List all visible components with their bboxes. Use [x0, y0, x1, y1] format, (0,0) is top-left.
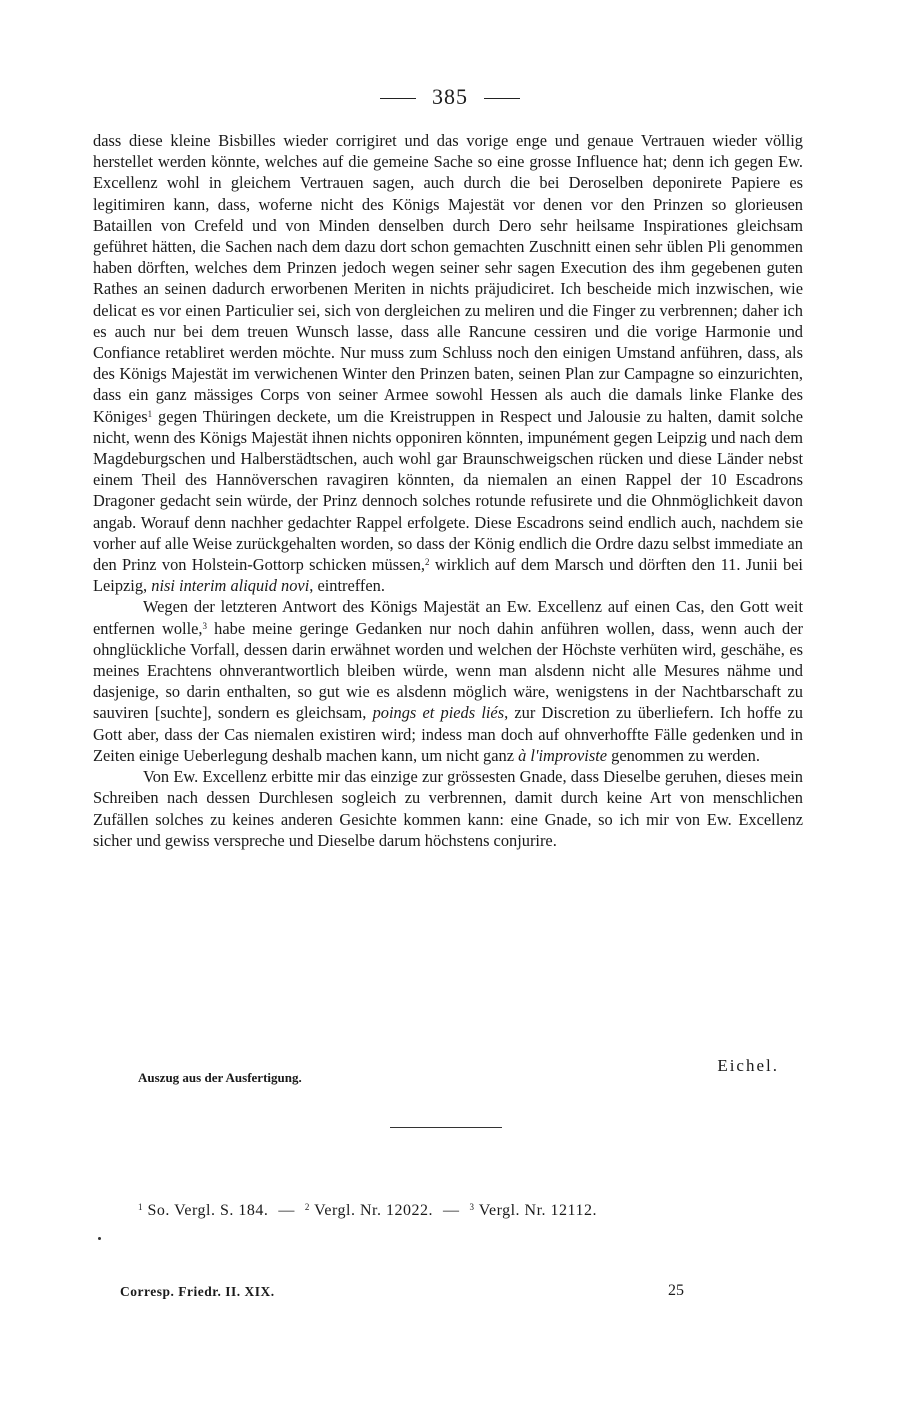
paragraph: [93, 766, 803, 851]
letter-body: [93, 130, 803, 851]
text-run: Wegen der letzteren Antwort des Königs Majestät an Ew. Excellenz auf einen Cas, den Gott weit entfernen wolle,: [93, 597, 803, 638]
signature-row: [93, 1056, 803, 1086]
footnote-divider: —: [442, 1202, 460, 1219]
footnote-reference: 1: [147, 408, 153, 419]
paragraph: [93, 596, 803, 766]
paragraph: [93, 130, 803, 596]
footnote-separator-rule: [390, 1127, 502, 1128]
footnote-reference: 3: [202, 620, 208, 631]
text-run: habe meine geringe Gedanken nur noch dahin anführen wollen, dass, wenn auch der ohnglückliche Vorfall, dessen darin erwähnet worden und welchen der Höchste verhüten wird, geschähe, es meines Erachtens ohnverantwortlich bleiben würde, wenn man alsdenn nicht alle Mesures nähme und dasjenige, so darin enthalten, so gut wie es alsdenn möglich wäre, wenigstens in der Nachtbarschaft zu sauviren [suchte], sondern es gleichsam,: [93, 618, 803, 723]
print-speck: [98, 1237, 101, 1240]
text-run: wirklich auf dem Marsch und dörften den 11. Junii bei Leipzig,: [93, 555, 803, 596]
italic-phrase: à l'improviste: [518, 745, 608, 765]
signature-mark: Corresp. Friedr. II. XIX.: [120, 1284, 275, 1299]
text-run: , zur Discretion zu überliefern. Ich hoffe zu Gott aber, dass der Cas niemalen existiren wird; indess man doch auf ohnverhoffte Fälle gedenken und in Zeiten einige Ueberlegung deshalb machen kann, um nicht ganz: [93, 703, 803, 765]
footnote-mark: 3: [469, 1202, 475, 1212]
footnote-divider: —: [278, 1202, 295, 1219]
footnote-mark: 2: [304, 1202, 310, 1212]
text-run: Von Ew. Excellenz erbitte mir das einzige zur grössesten Gnade, dass Dieselbe geruhen, dieses mein Schreiben nach dessen Durchlesen sogleich zu verbrennen, damit durch keine Art von menschlichen Zufällen solches zu keines anderen Gesichte kommen kann: eine Gnade, so ich mir von Ew. Excellenz sicher und gewiss verspreche und Dieselbe darum höchstens conjurire.: [93, 767, 803, 850]
footnote-text: Vergl. Nr. 12022.: [314, 1202, 433, 1219]
footnotes: [138, 1202, 788, 1220]
italic-phrase: nisi interim aliquid novi: [151, 576, 310, 596]
footnote-text: Vergl. Nr. 12112.: [478, 1202, 597, 1219]
italic-phrase: poings et pieds liés: [372, 703, 505, 723]
signature: Eichel.: [717, 1056, 779, 1075]
text-run: genommen zu werden.: [607, 745, 760, 765]
text-run: , eintreffen.: [309, 576, 385, 596]
header-rule-right: [484, 98, 520, 99]
page-number-header: [0, 84, 900, 110]
header-rule-left: [380, 98, 416, 99]
text-run: gegen Thüringen deckete, um die Kreistruppen in Respect und Jalousie zu halten, damit solche nicht, wenn des Königs Majestät ihnen nichts opponiren könnten, impunément gegen Leipzig und nach dem Magdeburgschen und Halberstädtschen, auch wohl gar Braunschweigschen rücken und diese Länder nebst einem Theil des Hannöverschen ravagiren könnten, da niemalen an einen Rappel der 10 Escadrons Dragoner gedacht sein würde, der Prinz dennoch solches rotunde refusirete und die Ohnmöglichkeit davon angab. Worauf denn nachher gedachter Rappel erfolgete. Diese Escadrons seind endlich auch, nachdem sie vorher auf alle Weise zurückgehalten worden, so dass der König endlich die Ordre dazu selbst immediate an den Prinz von Holstein-Gottorp schicken müssen,: [93, 406, 803, 575]
source-note: Auszug aus der Ausfertigung.: [138, 1070, 302, 1085]
footnote-text: So. Vergl. S. 184.: [147, 1202, 269, 1219]
page-number: 385: [432, 84, 468, 109]
footnote-reference: 2: [425, 557, 430, 568]
sheet-number: 25: [668, 1282, 684, 1299]
text-run: dass diese kleine Bisbilles wieder corrigiret und das vorige enge und genaue Vertrauen wieder völlig herstellet werden könnte, welches auf die gemeine Sache so eine grosse Influence hat; denn ich gegen Ew. Excellenz wohl in gleichem Vertrauen sagen, auch durch die bei Deroselben deponirete Papiere es legitimiren kann, dass, woferne nicht des Königs Majestät vor denen vor den Prinzen so glorieusen Bataillen von Crefeld und von Minden denselben durch Dero sehr heilsame Inspirationes gleichsam geführet hätten, die Sachen nach dem dazu dort schon gemachten Zuschnitt einen sehr üblen Pli genommen haben dörften, welches dem Prinzen jedoch wegen seiner sehr sagen Execution des ihm gegebenen guten Rathes an seinen dadurch erworbenen Meriten in nichts präjudiciret. Ich bescheide mich inzwischen, wie delicat es vor einen Particulier sei, sich von dergleichen zu meliren und die Finger zu verbrennen; daher ich es auch nur bei dem treuen Wunsch lasse, dass alle Rancune cessiren und die vorige Harmonie und Confiance retabliret werden möchte. Nur muss zum Schluss noch den einigen Umstand anführen, dass, als des Königs Majestät im verwichenen Winter den Prinzen baten, seinen Plan zur Campagne so einzurichten, dass ein ganz mässiges Corps von seiner Armee sowohl Hessen als auch die damals linke Flanke des Königes: [93, 131, 803, 426]
footnote-mark: 1: [138, 1202, 143, 1212]
